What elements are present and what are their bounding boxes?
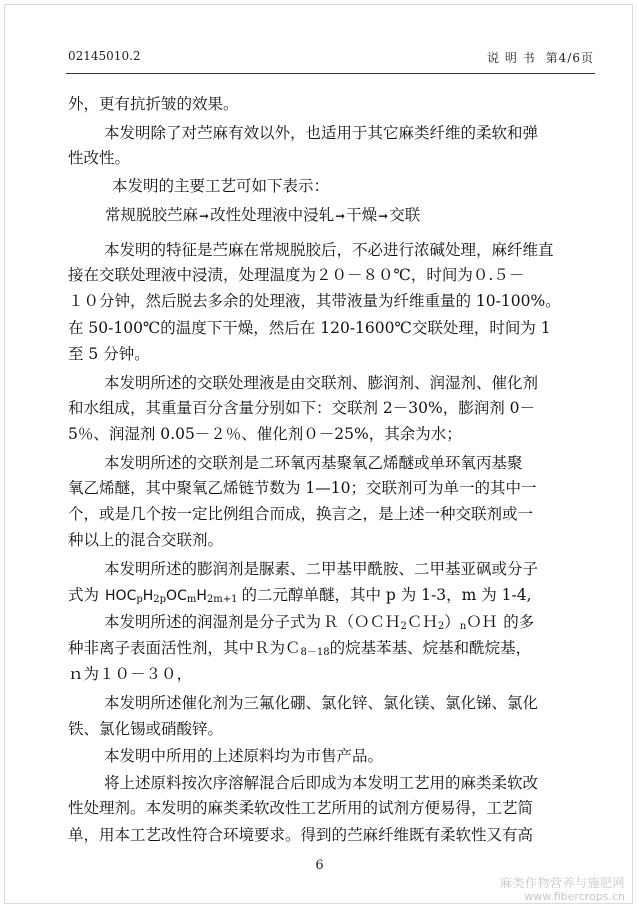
body-line: 性改性。: [68, 149, 131, 167]
document-number: 02145010.2: [68, 49, 141, 63]
body-line: 至 5 分钟。: [68, 345, 150, 363]
body-line: 性处理剂。本发明的麻类柔软改性工艺所用的试剂方便易得，工艺简: [68, 799, 534, 817]
body-line: 接在交联处理液中浸渍，处理温度为２０－８０℃，时间为０.５－: [68, 266, 525, 284]
wetting-agent-formula: $R(OCH_2CH_2)_nOH$: [323, 613, 498, 632]
document-type: 说 明 书: [487, 51, 536, 65]
body-line-formula: 式为 $HOC_pH_{2p}OC_mH_{2m+1}$ 的二元醇单醚，其中 p 为 1-3，m 为 1-4,: [68, 586, 532, 605]
process-step: 常规脱胶苎麻: [105, 206, 199, 224]
body-line: 本发明的特征是苎麻在常规脱胶后，不必进行浓碱处理，麻纤维直: [104, 241, 554, 259]
body-line: 在 50-100℃的温度下干燥，然后在 120-1600℃交联处理，时间为 1: [68, 319, 551, 337]
body-line: ｎ为１０－３０，: [68, 665, 193, 683]
body-line: 种以上的混合交联剂。: [68, 531, 224, 549]
body-line: 铁、氯化锡或硝酸锌。: [68, 720, 224, 738]
page-label: 第4/6页: [545, 51, 594, 65]
body-line: 本发明除了对苎麻有效以外，也适用于其它麻类纤维的柔软和弹: [104, 124, 539, 142]
page-number: 6: [315, 858, 324, 873]
watermark-text: 麻类作物营养与施肥网: [499, 876, 625, 890]
body-line: 氧乙烯醚，其中聚氧乙烯链节数为 1—10；交联剂可为单一的其中一: [68, 479, 537, 497]
swelling-agent-formula: $HOC_pH_{2p}OC_mH_{2m+1}$: [105, 588, 238, 605]
body-line: 本发明所述催化剂为三氟化硼、氯化锌、氯化镁、氯化锑、氯化: [104, 694, 539, 712]
watermark-url: www.fibercrops.cn: [524, 890, 625, 903]
formula-prefix: 式为: [68, 586, 100, 604]
body-line: 和水组成，其重量百分含量分别如下：交联剂 2－30%，膨润剂 0－: [68, 399, 536, 417]
process-step: 交联: [389, 206, 421, 224]
process-step: 干燥: [346, 206, 378, 224]
body-line: 个，或是几个按一定比例组合而成，换言之，是上述一种交联剂或一: [68, 505, 534, 523]
body-line: 单，用本工艺改性符合环境要求。得到的苎麻纤维既有柔软性又有高: [68, 826, 534, 844]
arrow-right-icon: ➞: [199, 209, 210, 223]
arrow-right-icon: ➞: [378, 209, 389, 223]
arrow-right-icon: ➞: [335, 209, 346, 223]
header-rule: [66, 73, 595, 74]
body-line: 本发明的主要工艺可如下表示：: [112, 177, 330, 195]
body-line-formula: 本发明所述的润湿剂是分子式为 $R(OCH_2CH_2)_nOH$ 的多: [104, 613, 535, 632]
process-flow: [105, 205, 420, 226]
process-step: 改性处理液中浸轧: [210, 206, 335, 224]
body-line: 本发明所述的交联剂是二环氧丙基聚氧乙烯醚或单环氧丙基聚: [104, 454, 523, 472]
body-line: 将上述原料按次序溶解混合后即成为本发明工艺用的麻类柔软改: [104, 774, 539, 792]
body-line: 本发明所述的膨润剂是脲素、二甲基甲酰胺、二甲基亚砜或分子: [104, 560, 539, 578]
alkyl-formula: Ｃ$_{8-18}$: [285, 639, 330, 658]
body-line: 外，更有抗折皱的效果。: [68, 95, 239, 113]
body-line-formula: 种非离子表面活性剂，其中Ｒ为Ｃ$_{8-18}$的烷基苯基、烷基和酰烷基，: [68, 639, 532, 658]
document-header-right: [487, 49, 594, 66]
body-line: 本发明所述的交联处理液是由交联剂、膨润剂、润湿剂、催化剂: [104, 374, 539, 392]
body-line: 本发明中所用的上述原料均为市售产品。: [104, 747, 384, 765]
body-line: １０分钟，然后脱去多余的处理液，其带液量为纤维重量的 10-100%。: [68, 292, 561, 310]
body-line: 5％、润湿剂 0.05－２％、催化剂０－25%，其余为水；: [68, 425, 462, 443]
